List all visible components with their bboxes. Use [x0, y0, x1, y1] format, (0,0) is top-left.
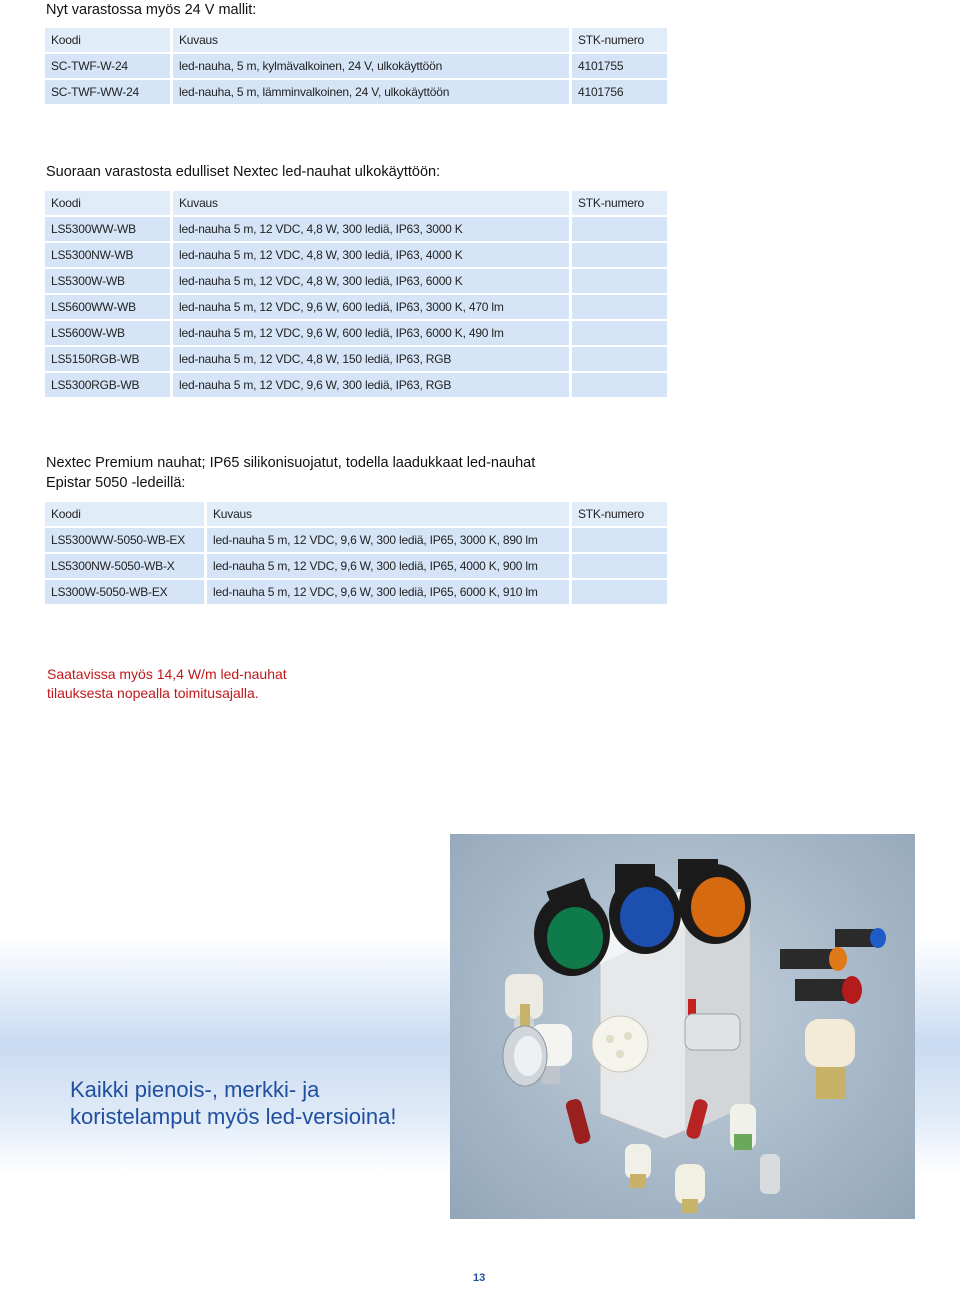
cell-code: LS5600WW-WB	[45, 295, 173, 319]
orange-small-indicator-icon	[780, 947, 847, 971]
table-row	[45, 554, 667, 578]
cell-stk-number	[572, 554, 667, 578]
small-bulb-icon	[675, 1164, 705, 1213]
table-outdoor-strips	[45, 189, 667, 399]
cell-description: led-nauha 5 m, 12 VDC, 4,8 W, 300 lediä, IP63, 6000 K	[173, 269, 572, 293]
small-bulb-icon	[565, 1098, 592, 1146]
table-row	[45, 295, 667, 319]
led-disc-icon	[592, 1016, 648, 1072]
table-row	[45, 580, 667, 604]
column-header-stk-number: STK-numero	[572, 28, 667, 52]
column-header-code: Koodi	[45, 191, 173, 215]
cell-stk-number	[572, 321, 667, 345]
cell-stk-number	[572, 580, 667, 604]
table-row	[45, 347, 667, 371]
column-header-stk-number: STK-numero	[572, 502, 667, 526]
cell-stk-number: 4101755	[572, 54, 667, 78]
table-row	[45, 528, 667, 552]
section1-heading: Nyt varastossa myös 24 V mallit:	[46, 2, 257, 18]
table-premium-strips	[45, 500, 667, 606]
table-header-row	[45, 502, 667, 526]
cell-description: led-nauha 5 m, 12 VDC, 4,8 W, 300 lediä, IP63, 3000 K	[173, 217, 572, 241]
cell-stk-number	[572, 347, 667, 371]
table-header-row	[45, 28, 667, 52]
column-header-code: Koodi	[45, 502, 207, 526]
cell-description: led-nauha 5 m, 12 VDC, 9,6 W, 300 lediä, IP65, 6000 K, 910 lm	[207, 580, 572, 604]
column-header-code: Koodi	[45, 28, 173, 52]
cell-code: SC-TWF-WW-24	[45, 80, 173, 104]
promo-line2: tilauksesta nopealla toimitusajalla.	[47, 685, 259, 701]
cell-description: led-nauha 5 m, 12 VDC, 9,6 W, 300 lediä, IP63, RGB	[173, 373, 572, 397]
cell-code: LS5300NW-5050-WB-X	[45, 554, 207, 578]
cell-code: LS5300WW-WB	[45, 217, 173, 241]
cell-stk-number	[572, 269, 667, 293]
section2-heading: Suoraan varastosta edulliset Nextec led-nauhat ulkokäyttöön:	[46, 164, 441, 180]
cell-code: LS5150RGB-WB	[45, 347, 173, 371]
orange-indicator-icon	[678, 859, 751, 944]
cell-stk-number	[572, 243, 667, 267]
section3-heading-line1: Nextec Premium nauhat; IP65 silikonisuojatut, todella laadukkaat led-nauhat	[46, 455, 536, 471]
cell-stk-number	[572, 295, 667, 319]
table-row	[45, 321, 667, 345]
cell-stk-number	[572, 528, 667, 552]
table-row	[45, 373, 667, 397]
table-row	[45, 80, 667, 104]
section3-heading-line2: Epistar 5050 -ledeillä:	[46, 475, 186, 491]
column-header-description: Kuvaus	[173, 28, 572, 52]
table-header-row	[45, 191, 667, 215]
small-bulb-icon	[730, 1104, 756, 1150]
table-row	[45, 243, 667, 267]
cell-stk-number: 4101756	[572, 80, 667, 104]
tagline-line1: Kaikki pienois-, merkki- ja	[70, 1077, 320, 1102]
cell-code: LS5300WW-5050-WB-EX	[45, 528, 207, 552]
red-indicator-icon	[795, 976, 862, 1004]
led-bulb-icon	[685, 1014, 740, 1050]
cell-code: LS5300RGB-WB	[45, 373, 173, 397]
cell-code: LS5300W-WB	[45, 269, 173, 293]
cell-code: LS300W-5050-WB-EX	[45, 580, 207, 604]
cell-description: led-nauha 5 m, 12 VDC, 9,6 W, 600 lediä, IP63, 3000 K, 470 lm	[173, 295, 572, 319]
cell-description: led-nauha, 5 m, kylmävalkoinen, 24 V, ulkokäyttöön	[173, 54, 572, 78]
blue-indicator-icon	[609, 864, 681, 954]
table-row	[45, 54, 667, 78]
table-row	[45, 217, 667, 241]
cell-code: LS5300NW-WB	[45, 243, 173, 267]
promo-text	[47, 665, 287, 703]
small-bulb-icon	[625, 1144, 651, 1188]
led-bulb-icon	[805, 1019, 855, 1099]
cell-description: led-nauha 5 m, 12 VDC, 9,6 W, 300 lediä, IP65, 4000 K, 900 lm	[207, 554, 572, 578]
small-bulb-icon	[760, 1154, 780, 1194]
blue-small-indicator-icon	[835, 928, 886, 948]
cell-description: led-nauha, 5 m, lämminvalkoinen, 24 V, ulkokäyttöön	[173, 80, 572, 104]
promo-line1: Saatavissa myös 14,4 W/m led-nauhat	[47, 666, 287, 682]
table-row	[45, 269, 667, 293]
column-header-description: Kuvaus	[207, 502, 572, 526]
chrome-indicator-icon	[503, 1026, 547, 1086]
page-number: 13	[473, 1272, 486, 1284]
cell-stk-number	[572, 373, 667, 397]
column-header-description: Kuvaus	[173, 191, 572, 215]
cell-description: led-nauha 5 m, 12 VDC, 9,6 W, 300 lediä, IP65, 3000 K, 890 lm	[207, 528, 572, 552]
cell-description: led-nauha 5 m, 12 VDC, 4,8 W, 300 lediä, IP63, 4000 K	[173, 243, 572, 267]
tagline	[70, 1076, 396, 1130]
tagline-line2: koristelamput myös led-versioina!	[70, 1104, 397, 1129]
green-indicator-icon	[534, 878, 610, 976]
cell-description: led-nauha 5 m, 12 VDC, 9,6 W, 600 lediä, IP63, 6000 K, 490 lm	[173, 321, 572, 345]
cell-code: LS5600W-WB	[45, 321, 173, 345]
cell-code: SC-TWF-W-24	[45, 54, 173, 78]
led-lamps-photo	[450, 834, 915, 1219]
cell-stk-number	[572, 217, 667, 241]
cell-description: led-nauha 5 m, 12 VDC, 4,8 W, 150 lediä, IP63, RGB	[173, 347, 572, 371]
column-header-stk-number: STK-numero	[572, 191, 667, 215]
table-24v-models	[45, 26, 667, 106]
led-lamps-illustration	[450, 834, 915, 1219]
